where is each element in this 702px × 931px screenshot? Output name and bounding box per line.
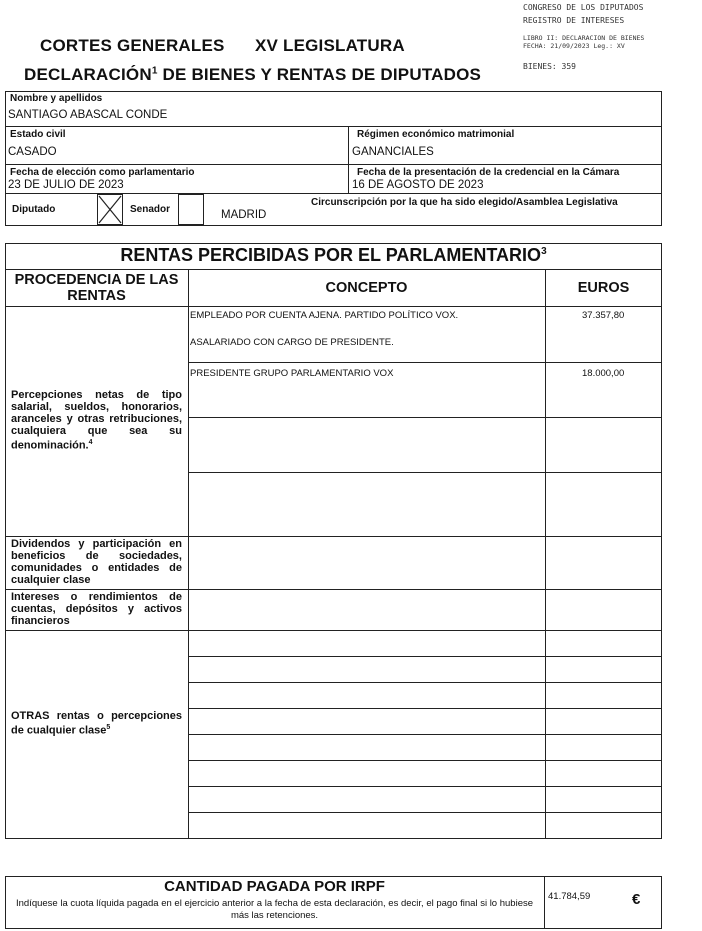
concept-entry-1: EMPLEADO POR CUENTA AJENA. PARTIDO POLÍTICO VOX. [190, 310, 459, 321]
legislature-title: XV LEGISLATURA [255, 36, 405, 55]
concept-entry-1-detail: ASALARIADO CON CARGO DE PRESIDENTE. [190, 337, 394, 348]
category-salary: Percepciones netas de tipo salarial, sueldos, honorarios, aranceles y otras retribuciones, cualquiera que sea su denominación.$^4$ [11, 389, 182, 452]
stamp-line-bienes: BIENES: 359 [523, 62, 576, 71]
deputy-label: Diputado [12, 204, 56, 215]
civil-status-value: CASADO [8, 146, 57, 158]
checked-x-icon [98, 195, 122, 224]
credential-date-label: Fecha de la presentación de la credencial en la Cámara [357, 167, 620, 178]
euros-column-header: EUROS [577, 280, 630, 296]
senator-checkbox[interactable] [178, 194, 204, 225]
euro-currency-symbol: € [632, 891, 641, 908]
category-interest: Intereses o rendimientos de cuentas, depósitos y activos financieros [11, 591, 182, 627]
election-date-label: Fecha de elección como parlamentario [10, 167, 195, 178]
name-label: Nombre y apellidos [10, 93, 103, 104]
constituency-value: MADRID [221, 209, 267, 221]
source-column-header: PROCEDENCIA DE LAS RENTAS [14, 272, 179, 304]
income-section-title: RENTAS PERCIBIDAS POR EL PARLAMENTARIO$^3$ [120, 245, 547, 265]
amount-entry-2: 18.000,00 [582, 368, 625, 379]
stamp-line-congreso: CONGRESO DE LOS DIPUTADOS [523, 3, 644, 12]
irpf-note: Indíquese la cuota líquida pagada en el ejercicio anterior a la fecha de esta declaración, es decir, el pago final si lo hubiese más las retenciones. [15, 898, 534, 921]
concept-entry-2: PRESIDENTE GRUPO PARLAMENTARIO VOX [190, 368, 394, 379]
stamp-line-registro: REGISTRO DE INTERESES [523, 16, 625, 25]
irpf-title: CANTIDAD PAGADA POR IRPF [164, 878, 385, 895]
irpf-amount: 41.784,59 [548, 891, 591, 902]
stamp-line-fecha: FECHA: 21/09/2023 Leg.: XV [523, 42, 625, 50]
amount-entry-1: 37.357,80 [582, 310, 625, 321]
org-title: CORTES GENERALES [40, 36, 225, 55]
name-value: SANTIAGO ABASCAL CONDE [8, 109, 168, 121]
category-dividends: Dividendos y participación en beneficios de sociedades, comunidades o entidades de cualquier clase [11, 538, 182, 586]
stamp-line-libro: LIBRO II: DECLARACION DE BIENES [523, 34, 645, 42]
constituency-label: Circunscripción por la que ha sido elegido/Asamblea Legislativa [311, 197, 618, 208]
civil-status-label: Estado civil [10, 129, 66, 140]
marital-regime-label: Régimen económico matrimonial [357, 129, 515, 140]
concept-column-header: CONCEPTO [325, 280, 408, 296]
deputy-checkbox[interactable] [97, 194, 123, 225]
marital-regime-value: GANANCIALES [352, 146, 434, 158]
election-date-value: 23 DE JULIO DE 2023 [8, 179, 124, 191]
credential-date-value: 16 DE AGOSTO DE 2023 [352, 179, 484, 191]
category-other: OTRAS rentas o percepciones de cualquier clase$^5$ [11, 710, 182, 737]
senator-label: Senador [130, 204, 171, 215]
declaration-title: DECLARACIÓN$^1$ DE BIENES Y RENTAS DE DIPUTADOS [24, 65, 482, 84]
